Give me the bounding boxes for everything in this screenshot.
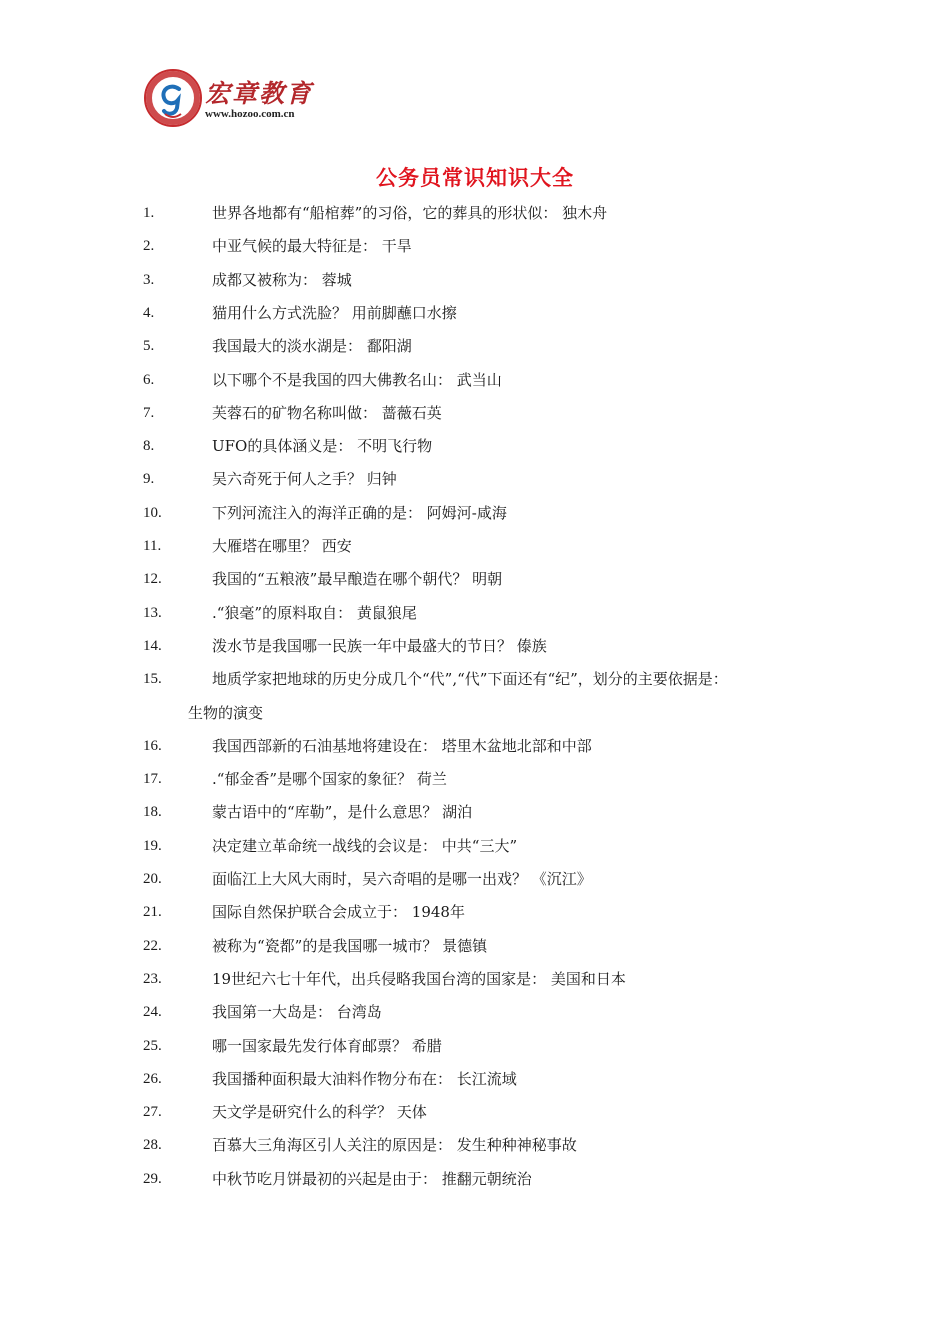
item-number: 13. (143, 605, 162, 621)
list-item (0, 1100, 950, 1124)
item-number: 6. (143, 372, 155, 388)
list-item (0, 334, 950, 358)
item-number: 22. (143, 938, 162, 954)
list-item (0, 301, 950, 325)
item-text: 吴六奇死于何人之手？ 归钟 (212, 470, 397, 488)
item-number: 11. (143, 538, 162, 554)
item-number: 1. (143, 205, 155, 221)
item-text: 哪一国家最先发行体育邮票？ 希腊 (212, 1037, 442, 1055)
page-title: 公务员常识知识大全 (376, 166, 574, 190)
item-number: 21. (143, 904, 162, 920)
item-text: 以下哪个不是我国的四大佛教名山： 武当山 (212, 371, 502, 389)
item-text: 我国播种面积最大油料作物分布在： 长江流域 (212, 1070, 517, 1088)
item-text: .“狼毫”的原料取自： 黄鼠狼尾 (212, 604, 417, 622)
item-number: 3. (143, 272, 155, 288)
list-item (0, 734, 950, 758)
item-text: 百慕大三角海区引人关注的原因是： 发生种种神秘事故 (212, 1136, 577, 1154)
item-number: 24. (143, 1004, 162, 1020)
item-text: 我国最大的淡水湖是： 鄱阳湖 (212, 337, 412, 355)
list-item (0, 368, 950, 392)
item-text: 成都又被称为： 蓉城 (212, 271, 352, 289)
item-number: 10. (143, 505, 162, 521)
item-text: 19世纪六七十年代，出兵侵略我国台湾的国家是： 美国和日本 (212, 970, 626, 988)
item-number: 4. (143, 305, 155, 321)
item-text: 世界各地都有“船棺葬”的习俗，它的葬具的形状似： 独木舟 (212, 204, 608, 222)
item-number: 19. (143, 838, 162, 854)
item-number: 23. (143, 971, 162, 987)
item-number: 26. (143, 1071, 162, 1087)
item-number: 15. (143, 671, 162, 687)
list-item (0, 967, 950, 991)
list-item (0, 867, 950, 891)
item-text: 猫用什么方式洗脸？ 用前脚蘸口水擦 (212, 304, 457, 322)
item-text: 大雁塔在哪里？ 西安 (212, 537, 352, 555)
item-text: 国际自然保护联合会成立于： 1948年 (212, 903, 465, 921)
list-item (0, 834, 950, 858)
item-number: 8. (143, 438, 155, 454)
list-item (0, 534, 950, 558)
list-item (0, 467, 950, 491)
list-item (0, 201, 950, 225)
item-text: 蒙古语中的“库勒”，是什么意思？ 湖泊 (212, 803, 473, 821)
list-item (0, 1034, 950, 1058)
item-text: 地质学家把地球的历史分成几个“代”,“代”下面还有“纪”，划分的主要依据是： (212, 670, 728, 688)
list-item-continuation (0, 701, 950, 725)
list-item (0, 268, 950, 292)
item-number: 17. (143, 771, 162, 787)
list-item (0, 900, 950, 924)
list-item (0, 567, 950, 591)
list-item (0, 434, 950, 458)
item-number: 18. (143, 804, 162, 820)
item-text: 中秋节吃月饼最初的兴起是由于： 推翻元朝统治 (212, 1170, 532, 1188)
item-text: 决定建立革命统一战线的会议是： 中共“三大” (212, 837, 518, 855)
logo-url: www.hozoo.com.cn (205, 108, 295, 120)
logo-seal-icon (143, 68, 203, 128)
item-text: 被称为“瓷都”的是我国哪一城市？ 景德镇 (212, 937, 488, 955)
list-item (0, 667, 950, 691)
list-item (0, 234, 950, 258)
list-item (0, 1000, 950, 1024)
logo-name: 宏章教育 (205, 79, 314, 108)
item-text: 我国西部新的石油基地将建设在： 塔里木盆地北部和中部 (212, 737, 592, 755)
list-item (0, 401, 950, 425)
item-number: 14. (143, 638, 162, 654)
item-number: 16. (143, 738, 162, 754)
item-number: 28. (143, 1137, 162, 1153)
list-item (0, 1167, 950, 1191)
list-item (0, 800, 950, 824)
item-text: 面临江上大风大雨时，吴六奇唱的是哪一出戏？ 《沉江》 (212, 870, 592, 888)
item-text: 芙蓉石的矿物名称叫做： 蔷薇石英 (212, 404, 442, 422)
item-number: 2. (143, 238, 155, 254)
list-item (0, 934, 950, 958)
item-text: 泼水节是我国哪一民族一年中最盛大的节日？ 傣族 (212, 637, 547, 655)
item-number: 27. (143, 1104, 162, 1120)
item-text: .“郁金香”是哪个国家的象征？ 荷兰 (212, 770, 447, 788)
item-text: UFO的具体涵义是： 不明飞行物 (212, 437, 433, 455)
item-number: 9. (143, 471, 155, 487)
item-number: 20. (143, 871, 162, 887)
item-text-continuation: 生物的演变 (188, 704, 264, 722)
list-item (0, 601, 950, 625)
list-item (0, 634, 950, 658)
brand-logo (143, 68, 343, 132)
list-item (0, 501, 950, 525)
item-text: 我国第一大岛是： 台湾岛 (212, 1003, 382, 1021)
item-number: 5. (143, 338, 155, 354)
list-item (0, 1133, 950, 1157)
item-number: 7. (143, 405, 155, 421)
list-item (0, 767, 950, 791)
item-number: 25. (143, 1038, 162, 1054)
item-text: 天文学是研究什么的科学？ 天体 (212, 1103, 427, 1121)
item-text: 我国的“五粮液”最早酿造在哪个朝代？ 明朝 (212, 570, 503, 588)
item-text: 中亚气候的最大特征是： 干旱 (212, 237, 412, 255)
item-number: 29. (143, 1171, 162, 1187)
item-text: 下列河流注入的海洋正确的是： 阿姆河-咸海 (212, 504, 507, 522)
item-number: 12. (143, 571, 162, 587)
list-item (0, 1067, 950, 1091)
